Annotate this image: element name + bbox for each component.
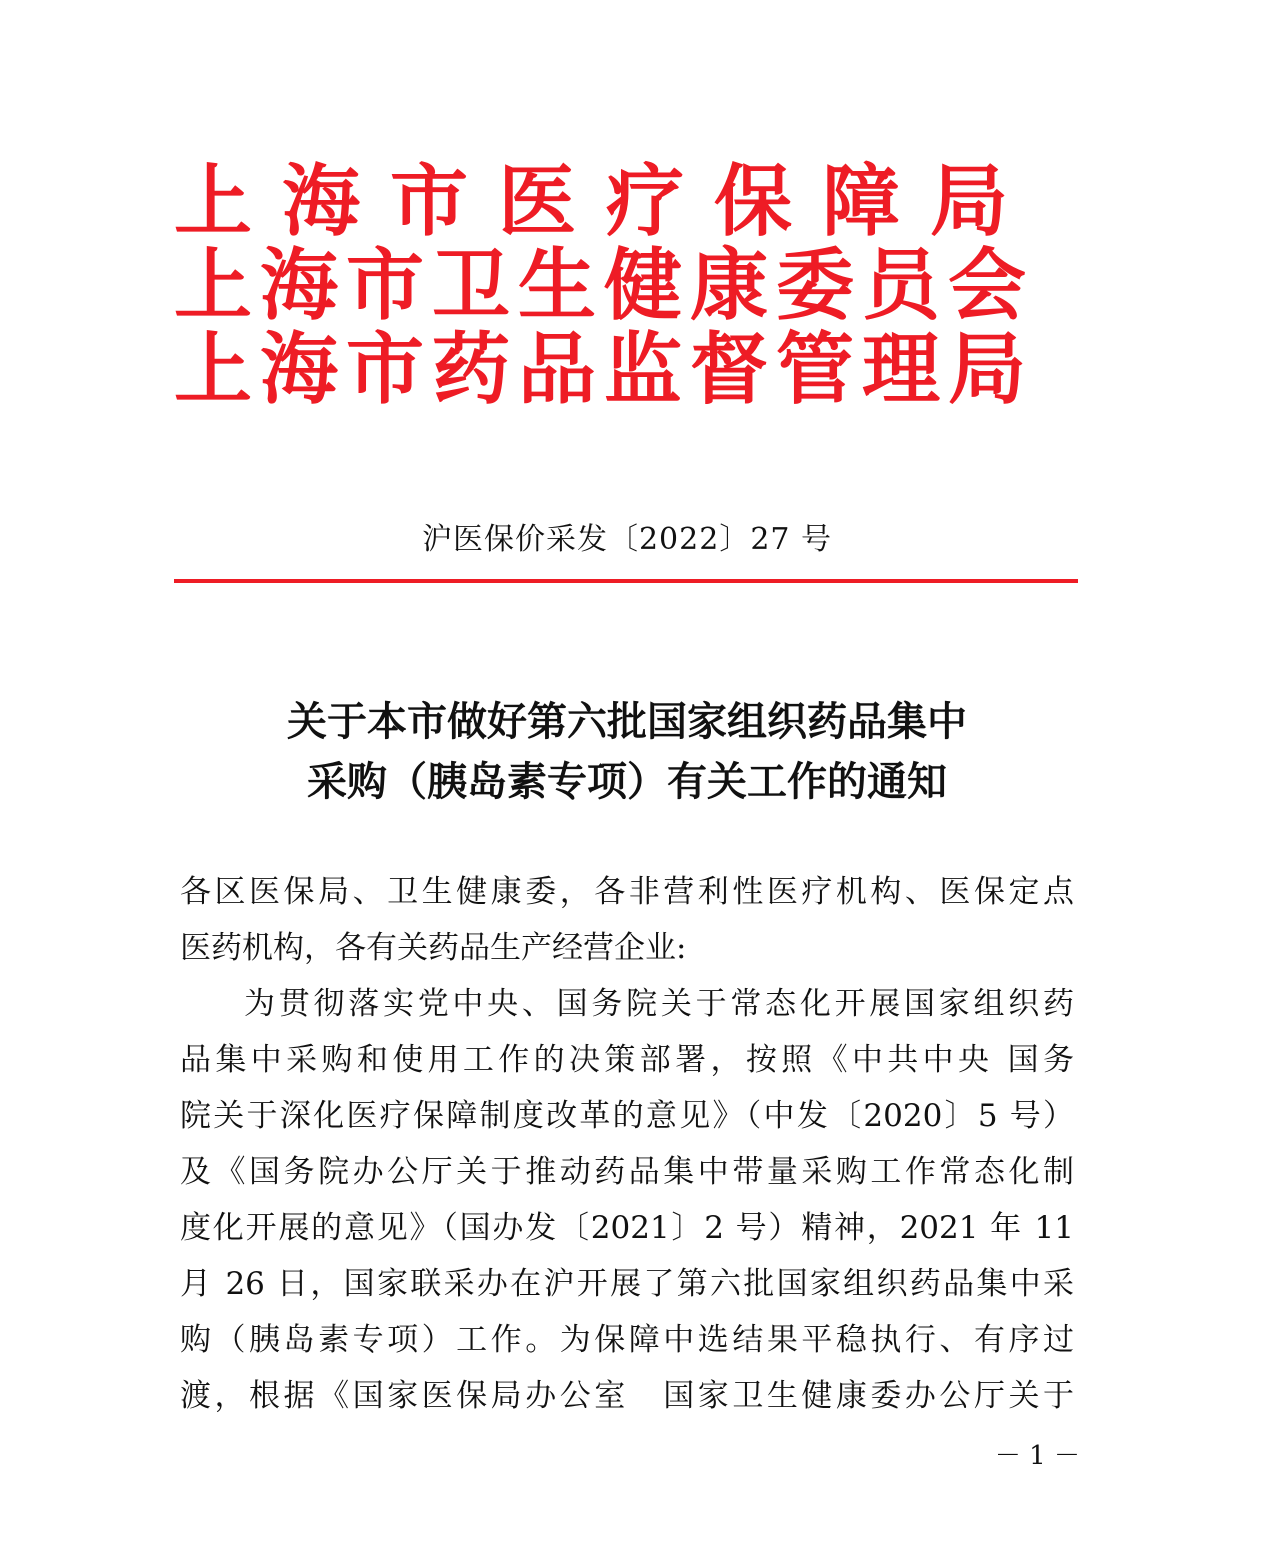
document-number: 沪医保价采发〔2022〕27 号 [421, 522, 833, 557]
page-number: － 1 － [994, 1441, 1080, 1471]
body-line: 院关于深化医疗保障制度改革的意见》（中发〔2020〕5 号） [180, 1098, 1074, 1134]
body-line: 医药机构，各有关药品生产经营企业: [180, 930, 687, 966]
body-line: 月 26 日，国家联采办在沪开展了第六批国家组织药品集中采 [180, 1266, 1074, 1302]
document-body [180, 864, 1074, 1424]
body-line: 为贯彻落实党中央、国务院关于常态化开展国家组织药 [244, 986, 1074, 1022]
document-title [174, 692, 1080, 812]
body-line: 购（胰岛素专项）工作。为保障中选结果平稳执行、有序过 [180, 1322, 1074, 1358]
body-line: 及《国务院办公厅关于推动药品集中带量采购工作常态化制 [180, 1154, 1074, 1190]
document-title-line-1: 关于本市做好第六批国家组织药品集中 [287, 698, 967, 745]
document-title-line-2: 采购（胰岛素专项）有关工作的通知 [307, 758, 947, 805]
body-line: 品集中采购和使用工作的决策部署，按照《中共中央 国务 [180, 1042, 1074, 1078]
body-line: 各区医保局、卫生健康委，各非营利性医疗机构、医保定点 [180, 874, 1074, 910]
body-line: 渡，根据《国家医保局办公室 国家卫生健康委办公厅关于 [180, 1378, 1074, 1414]
issuer-medical-security-bureau: 上海市医疗保障局 [174, 160, 1039, 244]
body-line: 度化开展的意见》（国办发〔2021〕2 号）精神，2021 年 11 [180, 1210, 1074, 1246]
issuing-authorities [174, 160, 1080, 412]
red-divider-line [174, 579, 1078, 583]
issuer-drug-administration: 上海市药品监督管理局 [174, 328, 1035, 412]
issuer-health-commission: 上海市卫生健康委员会 [174, 244, 1035, 328]
